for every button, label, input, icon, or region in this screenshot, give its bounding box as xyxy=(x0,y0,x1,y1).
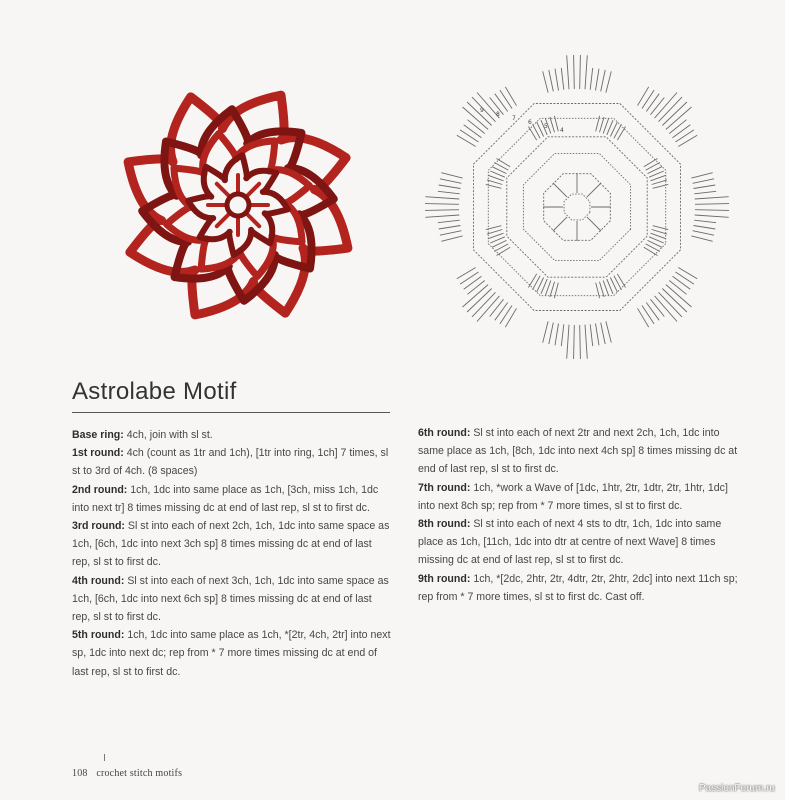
round-text: 1ch, *work a Wave of [1dc, 1htr, 2tr, 1dtr, 2tr, 1htr, 1dc] into next 8ch sp; rep from * 7 more times, sl st to first dc. xyxy=(418,481,728,512)
chart-stitch xyxy=(652,230,667,235)
chart-stitch xyxy=(678,268,697,279)
instruction-round-6 xyxy=(418,424,738,479)
chart-stitch xyxy=(490,299,504,316)
chart-stitch xyxy=(497,247,511,255)
chart-stitch xyxy=(694,220,716,223)
instruction-round-5 xyxy=(72,626,392,681)
round-text: 1ch, *[2dc, 2htr, 2tr, 4dtr, 2tr, 2htr, 2dc] into next 11ch sp; rep from * 7 more times, sl st to first dc. Cast off. xyxy=(418,572,738,603)
instruction-round-9 xyxy=(418,570,738,606)
chart-stitch xyxy=(642,90,654,108)
instruction-round-4 xyxy=(72,572,392,627)
chart-stitch xyxy=(617,127,625,141)
chart-stitch xyxy=(646,94,659,112)
chart-stitch xyxy=(590,324,593,346)
chart-stitch xyxy=(487,230,502,235)
yarn-ring xyxy=(128,95,348,315)
chart-stitch xyxy=(438,191,460,194)
chart-stitch xyxy=(617,274,625,288)
instruction-round-3 xyxy=(72,517,392,572)
chart-stitch xyxy=(489,233,504,238)
chart-stitch xyxy=(596,324,600,346)
round-label: 4th round: xyxy=(72,574,125,587)
chart-stitch xyxy=(694,226,716,230)
chart-stitch xyxy=(676,130,694,142)
chart-stitch xyxy=(638,87,649,106)
chart-stitch xyxy=(695,210,729,211)
chart-stitch xyxy=(585,325,587,359)
round-label: 9th round: xyxy=(418,572,471,585)
chart-stitch xyxy=(646,303,659,321)
chart-stitch xyxy=(487,180,502,185)
watermark: PassionForum.ru xyxy=(698,783,775,794)
chart-stitch xyxy=(543,71,548,92)
instruction-round-8 xyxy=(418,515,738,570)
chart-stitch xyxy=(567,55,569,89)
chart-stitch xyxy=(638,308,649,327)
chart-stitch xyxy=(694,191,716,194)
chart-spoke xyxy=(587,217,601,231)
yarn-spoke xyxy=(247,214,260,227)
chart-stitch xyxy=(500,90,512,108)
chart-stitch xyxy=(464,276,482,289)
chart-stitch xyxy=(529,274,537,288)
chart-stitch xyxy=(567,325,569,359)
chart-stitch xyxy=(596,69,600,91)
chart-stitch xyxy=(561,324,564,346)
chart-stitch xyxy=(580,325,581,359)
chart-stitch xyxy=(600,117,605,132)
chart-stitch xyxy=(574,325,575,359)
chart-stitch xyxy=(691,236,712,241)
chart-spoke xyxy=(553,183,567,197)
chart-stitch xyxy=(438,220,460,223)
chart-stitch xyxy=(505,87,516,106)
chart-stitch xyxy=(669,281,686,295)
instructions-right-column xyxy=(418,424,738,606)
chart-stitch xyxy=(693,179,715,184)
chart-stitch xyxy=(603,119,608,134)
chart-round xyxy=(523,153,630,260)
chart-stitch xyxy=(673,276,691,289)
round-text: 1ch, 1dc into same place as 1ch, *[2tr, 4ch, 2tr] into next sp, 1dc into next dc; rep from * 7 more times missing dc at end of last rep, sl st to first dc. xyxy=(72,629,391,678)
chart-round xyxy=(507,137,647,277)
chart-stitch xyxy=(549,323,554,345)
chart-stitch xyxy=(439,185,461,189)
chart-stitch xyxy=(651,98,665,115)
chart-stitch xyxy=(529,127,537,141)
chart-stitch xyxy=(468,120,485,134)
chart-stitch xyxy=(468,281,485,295)
chart-spoke xyxy=(587,183,601,197)
yarn-ring xyxy=(188,155,288,255)
chart-spoke xyxy=(553,217,567,231)
instruction-round-1 xyxy=(72,444,392,480)
chart-round xyxy=(474,104,681,311)
chart-round xyxy=(564,194,590,220)
chart-stitch xyxy=(464,125,482,138)
chart-stitch xyxy=(651,299,665,316)
chart-stitch xyxy=(676,272,694,284)
round-label: 5th round: xyxy=(72,629,125,642)
chart-stitch xyxy=(439,226,461,230)
yarn-spoke xyxy=(247,184,260,197)
chart-stitch xyxy=(460,130,478,142)
chart-stitch xyxy=(441,236,462,241)
chart-round xyxy=(488,118,665,295)
chart-stitch xyxy=(644,247,658,255)
yarn-center-ring xyxy=(227,194,249,216)
chart-stitch xyxy=(549,70,554,92)
round-label: Base ring: xyxy=(72,429,124,441)
chart-stitch xyxy=(555,324,559,346)
chart-stitch xyxy=(673,125,691,138)
chart-stitch xyxy=(606,321,611,342)
chart-stitch xyxy=(497,159,511,167)
instruction-base-ring xyxy=(72,426,392,444)
chart-round-label: 6 xyxy=(528,119,532,126)
chart-stitch xyxy=(693,231,715,236)
chart-stitch xyxy=(489,175,504,180)
chart-stitch xyxy=(545,281,550,296)
chart-stitch xyxy=(652,180,667,185)
chart-stitch xyxy=(603,281,608,296)
chart-stitch xyxy=(550,282,555,297)
chart-stitch xyxy=(505,308,516,327)
chart-stitch xyxy=(601,70,606,92)
chart-stitch xyxy=(651,233,666,238)
chart-stitch xyxy=(550,117,555,132)
chart-stitch xyxy=(669,120,686,134)
round-text: 1ch, 1dc into same place as 1ch, [3ch, miss 1ch, 1dc into next tr] 8 times missing dc at end of last rep, sl st to first dc. xyxy=(72,483,379,514)
chart-stitch xyxy=(440,231,462,236)
chart-stitch xyxy=(425,210,459,211)
round-label: 7th round: xyxy=(418,481,471,494)
chart-stitch xyxy=(457,135,476,146)
chart-stitch xyxy=(651,175,666,180)
chart-stitch xyxy=(678,135,697,146)
chart-stitch xyxy=(543,321,548,342)
section-name: crochet stitch motifs xyxy=(96,768,183,779)
chart-stitch xyxy=(601,323,606,345)
chart-stitch xyxy=(691,173,712,178)
chart-round-label: 9 xyxy=(480,107,484,114)
round-text: 4ch, join with sl st. xyxy=(123,429,213,441)
chart-round-label: 7 xyxy=(512,115,516,122)
round-label: 8th round: xyxy=(418,518,471,531)
yarn-spoke xyxy=(217,184,230,197)
page-footer xyxy=(72,768,182,779)
chart-stitch xyxy=(642,306,654,324)
chart-round-label: 5 xyxy=(544,123,548,130)
chart-stitch xyxy=(495,303,508,321)
chart-stitch xyxy=(425,215,459,217)
chart-stitch xyxy=(644,159,658,167)
pattern-title: Astrolabe Motif xyxy=(72,378,237,405)
chart-round-label: 4 xyxy=(560,127,564,134)
chart-stitch xyxy=(694,185,716,189)
margin-tick xyxy=(104,754,105,761)
chart-stitch xyxy=(500,306,512,324)
instruction-round-2 xyxy=(72,481,392,517)
round-label: 6th round: xyxy=(418,427,471,439)
round-label: 2nd round: xyxy=(72,483,128,496)
round-text: 4ch (count as 1tr and 1ch), [1tr into ring, 1ch] 7 times, sl st to 3rd of 4ch. (8 spaces) xyxy=(72,447,389,478)
round-text: Sl st into each of next 2ch, 1ch, 1dc into same space as 1ch, [6ch, 1dc into next 3ch sp] 8 times missing dc at end of last rep, sl st to first dc. xyxy=(72,520,390,569)
chart-stitch xyxy=(561,68,564,90)
chart-stitch xyxy=(425,197,459,199)
chart-stitch xyxy=(441,173,462,178)
round-text: Sl st into each of next 3ch, 1ch, 1dc into same space as 1ch, [6ch, 1dc into next 6ch sp] 8 times missing dc at end of last rep, sl st to first dc. xyxy=(72,574,389,624)
round-text: Sl st into each of next 2tr and next 2ch, 1ch, 1dc into same place as 1ch, [8ch, 1dc into next 4ch sp] 8 times missing dc at end of last rep, sl st to first dc. xyxy=(418,427,738,476)
page-number: 108 xyxy=(72,768,88,779)
instructions-left-column xyxy=(72,426,392,681)
title-divider xyxy=(72,412,390,413)
chart-stitch xyxy=(425,204,459,205)
crochet-symbol-chart xyxy=(418,48,736,366)
instruction-round-7 xyxy=(418,479,738,515)
chart-round-label: 8 xyxy=(496,111,500,118)
chart-stitch xyxy=(590,68,593,90)
chart-stitch xyxy=(495,94,508,112)
chart-stitch xyxy=(606,71,611,92)
chart-stitch xyxy=(585,55,587,89)
round-label: 3rd round: xyxy=(72,520,125,533)
round-label: 1st round: xyxy=(72,447,124,460)
chart-stitch xyxy=(580,55,581,89)
chart-stitch xyxy=(600,282,605,297)
chart-stitch xyxy=(440,179,462,184)
chart-stitch xyxy=(695,215,729,217)
chart-stitch xyxy=(695,197,729,199)
chart-stitch xyxy=(457,268,476,279)
chart-stitch xyxy=(460,272,478,284)
chart-stitch xyxy=(574,55,575,89)
yarn-spoke xyxy=(217,214,230,227)
chart-stitch xyxy=(695,204,729,205)
red-crochet-motif-photo xyxy=(118,80,358,330)
round-text: Sl st into each of next 4 sts to dtr, 1ch, 1dc into same place as 1ch, [11ch, 1dc into dtr at centre of next Wave] 8 times missing dc at end of last rep, sl st to first dc. xyxy=(418,518,722,567)
chart-stitch xyxy=(555,69,559,91)
